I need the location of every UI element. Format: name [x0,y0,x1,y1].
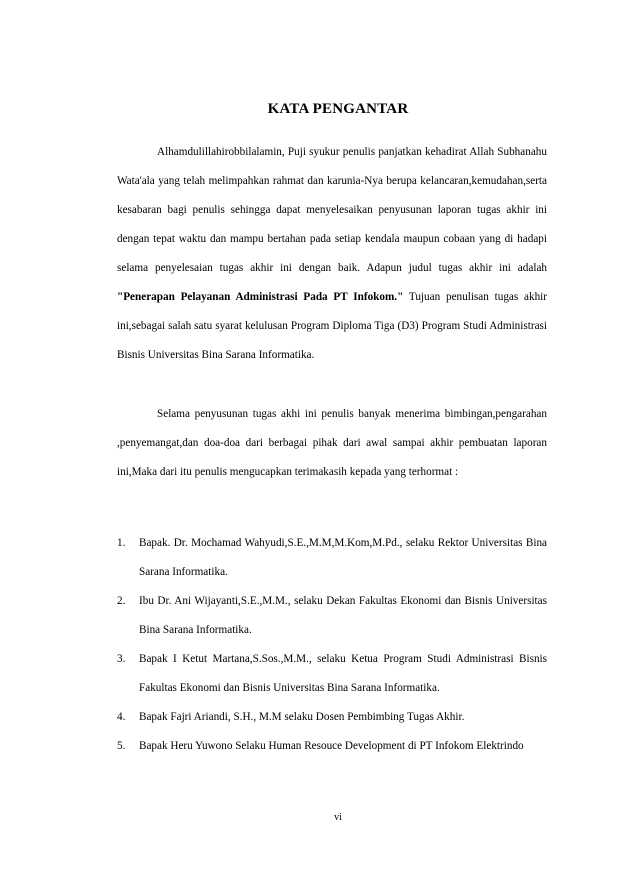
page-title: KATA PENGANTAR [267,101,409,117]
list-item-text: Bapak. Dr. Mochamad Wahyudi,S.E.,M.M,M.Kom,M.Pd., selaku Rektor Universitas Bina Sarana Informatika. [139,537,547,578]
list-item-number: 5. [117,740,126,752]
page-number: vi [334,812,342,823]
report-title: "Penerapan Pelayanan Administrasi Pada PT Infokom." [117,291,404,303]
list-item-text: Bapak Fajri Ariandi, S.H., M.M selaku Dosen Pembimbing Tugas Akhir. [139,711,465,723]
paragraph-intro [117,138,547,370]
list-item [117,732,547,761]
list-item-number: 2. [117,595,126,607]
paragraph-thanks-text: Selama penyusunan tugas akhi ini penulis banyak menerima bimbingan,pengarahan ,penyemangat,dan doa-doa dari berbagai pihak dari awal sampai akhir pembuatan laporan ini,Maka dari itu penulis mengucapkan terimakasih kepada yang terhormat : [117,408,547,478]
acknowledgement-list [117,529,547,761]
list-item-number: 4. [117,711,126,723]
paragraph-intro-text: Alhamdulillahirobbilalamin, Puji syukur penulis panjatkan kehadirat Allah Subhanahu Wata'ala yang telah melimpahkan rahmat dan karunia-Nya berupa kelancaran,kemudahan,serta kesabaran bagi penulis sehingga dapat menyelesaikan penyusunan laporan tugas akhir ini dengan tepat waktu dan mampu bertahan pada setiap kendala maupun cobaan yang di hadapi selama penyelesaian tugas akhir ini dengan baik. Adapun judul tugas akhir ini adalah [117,146,547,274]
list-item [117,529,547,587]
list-item-number: 3. [117,653,126,665]
paragraph-thanks [117,400,547,487]
list-item [117,645,547,703]
list-item-text: Bapak Heru Yuwono Selaku Human Resouce Development di PT Infokom Elektrindo [139,740,524,752]
list-item-text: Ibu Dr. Ani Wijayanti,S.E.,M.M., selaku Dekan Fakultas Ekonomi dan Bisnis Universitas Bina Sarana Informatika. [139,595,547,636]
list-item-text: Bapak I Ketut Martana,S.Sos.,M.M., selaku Ketua Program Studi Administrasi Bisnis Fakultas Ekonomi dan Bisnis Universitas Bina Sarana Informatika. [139,653,547,694]
paragraph-intro-text-end: Tujuan penulisan tugas akhir ini,sebagai salah satu syarat kelulusan Program Diploma Tiga (D3) Program Studi Administrasi Bisnis Universitas Bina Sarana Informatika. [117,291,548,361]
list-item-number: 1. [117,537,126,549]
list-item [117,587,547,645]
list-item [117,703,547,732]
